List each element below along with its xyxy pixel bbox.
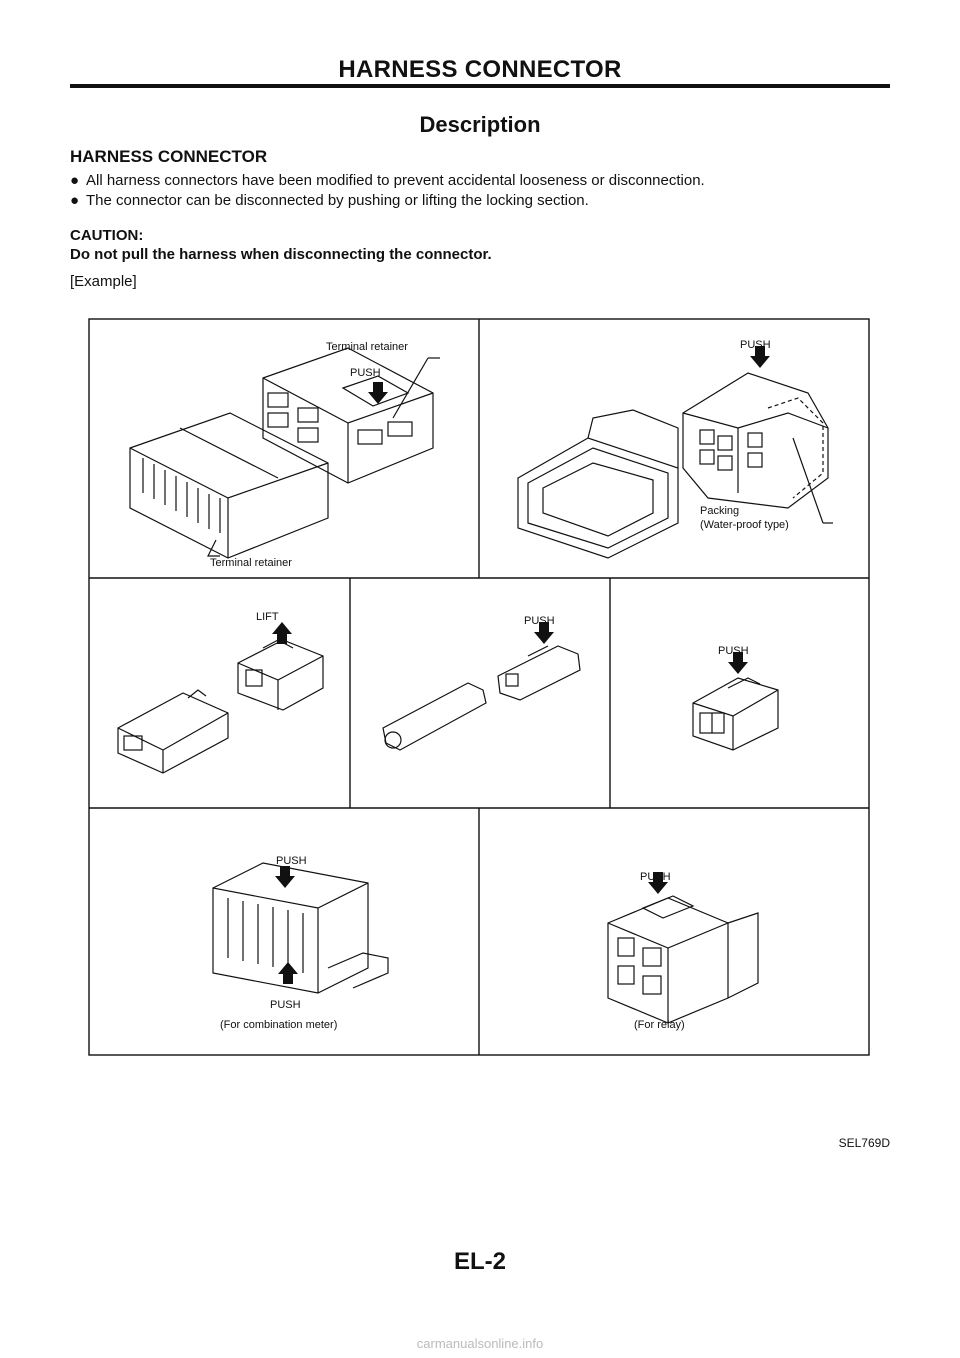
example-label: [Example]: [70, 273, 137, 290]
section-subtitle: HARNESS CONNECTOR: [70, 147, 268, 166]
figure-label: LIFT: [256, 611, 279, 623]
header-rule: [70, 84, 890, 88]
figure-label: PUSH: [350, 367, 381, 379]
header-title: HARNESS CONNECTOR: [338, 56, 622, 83]
lift-arrow-icon: [272, 622, 292, 644]
figure-label: PUSH: [740, 339, 771, 351]
figure-label: PUSH: [718, 645, 749, 657]
watermark: carmanualsonline.info: [416, 1336, 544, 1351]
page-number: EL-2: [453, 1248, 506, 1275]
figure-code: SEL769D: [838, 1136, 890, 1150]
connector-slim-push: [383, 646, 580, 750]
figure-label: (For relay): [634, 1019, 685, 1031]
figure-label: PUSH: [276, 855, 307, 867]
bullet-item: ● All harness connectors have been modified to prevent accidental looseness or disconnection.: [70, 172, 705, 189]
connector-relay: [608, 896, 758, 1023]
connector-terminal-retainer: [130, 348, 440, 558]
connector-combination-meter: [213, 863, 388, 993]
caution-heading: CAUTION:: [70, 227, 144, 244]
figure-label: Terminal retainer: [210, 557, 292, 569]
push-arrow-icon: [368, 382, 388, 404]
section-title: Description: [419, 112, 541, 137]
figure-label: (For combination meter): [220, 1019, 338, 1031]
bullet-icon: ●: [70, 192, 80, 209]
caution-text: Do not pull the harness when disconnecting the connector.: [70, 246, 492, 263]
bullet-item: ● The connector can be disconnected by pushing or lifting the locking section.: [70, 192, 589, 209]
lift-arrow-icon: [278, 962, 298, 984]
connector-figure: [88, 318, 870, 1056]
connector-small-push: [693, 678, 778, 750]
connector-lift: [118, 640, 323, 773]
figure-label: (Water-proof type): [700, 519, 789, 531]
figure-label: PUSH: [640, 871, 671, 883]
push-arrow-icon: [275, 866, 295, 888]
figure-label: Terminal retainer: [326, 341, 408, 353]
figure-label: Packing: [700, 505, 740, 517]
bullet-icon: ●: [70, 172, 80, 189]
figure-label: PUSH: [524, 615, 555, 627]
figure-label: PUSH: [270, 999, 301, 1011]
